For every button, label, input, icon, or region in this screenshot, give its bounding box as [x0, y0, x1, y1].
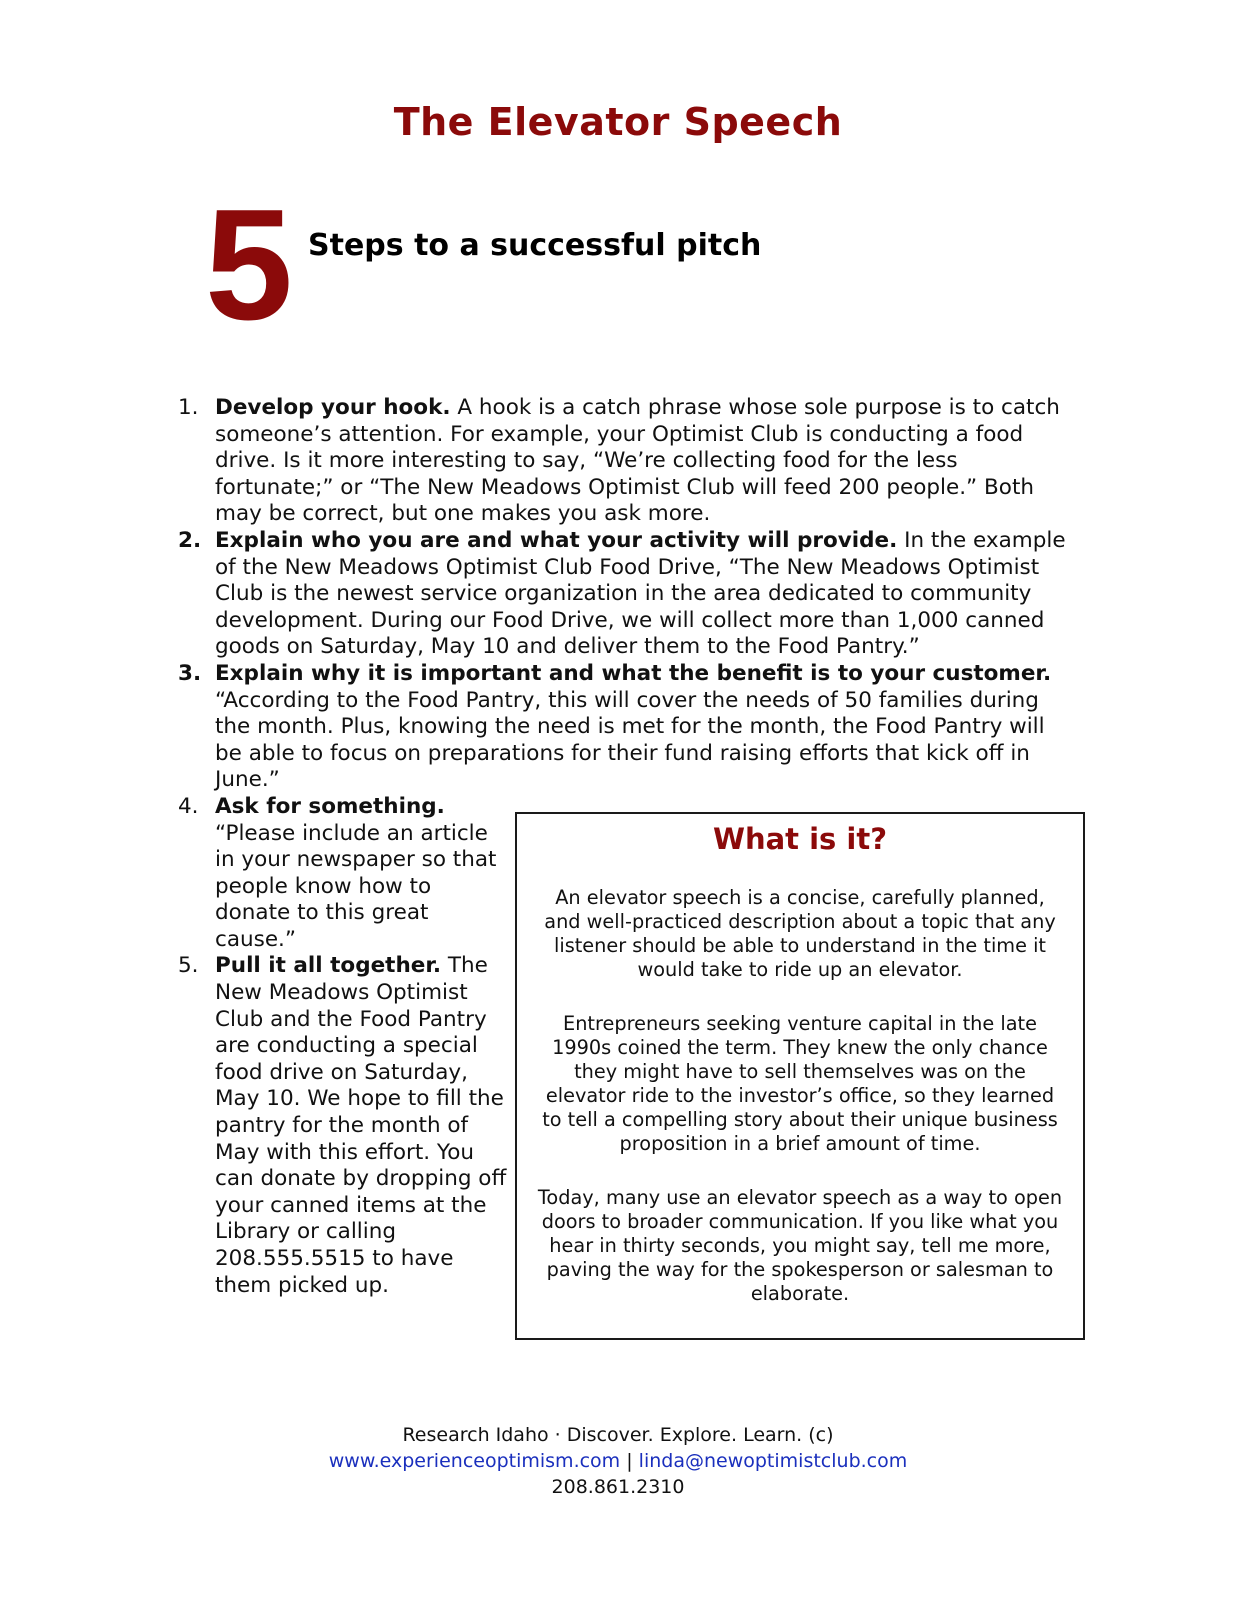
step-number: 5. — [178, 953, 199, 979]
step-2 — [170, 528, 1070, 661]
step-body: “According to the Food Pantry, this will cover the needs of 50 families during the month. Plus, knowing the need is met for the month, the Food Pantry will be able to focus on preparations for their fund raising efforts that kick off in June.” — [215, 687, 1045, 793]
step-lead: Ask for something. — [215, 793, 445, 819]
step-body: In the example of the New Meadows Optimist Club Food Drive, “The New Meadows Optimist Club is the newest service organization in the area dedicated to community development. During our Food Drive, we will collect more than 1,000 canned goods on Saturday, May 10 and deliver them to the Food Pantry.” — [215, 527, 1066, 660]
step-number: 2. — [178, 527, 202, 553]
footer-phone: 208.861.2310 — [551, 1476, 685, 1498]
step-number: 4. — [178, 793, 199, 819]
step-3 — [170, 661, 1070, 794]
sidebox-paragraph: Today, many use an elevator speech as a way to open doors to broader communication. If you like what you hear in thirty seconds, you might say, tell me more, paving the way for the spokesperson or salesman to elaborate. — [537, 1186, 1063, 1305]
email-link[interactable]: linda@newoptimistclub.com — [638, 1450, 908, 1472]
step-number: 3. — [178, 660, 202, 686]
footer-tagline: Research Idaho · Discover. Explore. Learn. (c) — [402, 1424, 834, 1446]
step-body: The New Meadows Optimist Club and the Food Pantry are conducting a special food drive on Saturday, May 10. We hope to fill the pantry for the month of May with this effort. You can donate by dropping off your canned items at the Library or calling 208.555.5515 to have them picked up. — [215, 953, 507, 1298]
website-link[interactable]: www.experienceoptimism.com — [328, 1450, 621, 1472]
footer-links — [0, 1448, 1236, 1474]
footer — [0, 1422, 1236, 1500]
step-lead: Pull it all together. — [215, 953, 442, 979]
subtitle: Steps to a successful pitch — [308, 228, 762, 263]
link-separator: | — [620, 1450, 639, 1472]
what-is-it-box — [515, 812, 1085, 1340]
sidebox-paragraph: An elevator speech is a concise, carefully planned, and well-practiced description about a topic that any listener should be able to understand in the time it would take to ride up an elevator. — [544, 886, 1056, 981]
step-lead: Develop your hook. — [215, 395, 451, 420]
step-lead: Explain who you are and what your activity will provide. — [215, 527, 898, 553]
step-body: A hook is a catch phrase whose sole purpose is to catch someone’s attention. For example, your Optimist Club is conducting a food drive. Is it more interesting to say, “We’re collecting food for the less fortunate;” or “The New Meadows Optimist Club will feed 200 people.” Both may be correct, but one makes you ask more. — [215, 395, 1060, 527]
page-title: The Elevator Speech — [393, 100, 843, 144]
step-1 — [170, 395, 1070, 528]
big-number-five: 5 — [205, 177, 293, 353]
sidebox-heading: What is it? — [712, 822, 888, 856]
step-number: 1. — [178, 395, 199, 420]
step-lead: Explain why it is important and what the benefit is to your customer. — [215, 660, 1052, 686]
sidebox-paragraph: Entrepreneurs seeking venture capital in the late 1990s coined the term. They knew the only chance they might have to sell themselves was on the elevator ride to the investor’s office, so they learned to tell a compelling story about their unique business proposition in a brief amount of time. — [542, 1012, 1058, 1155]
step-body: “Please include an article in your newspaper so that people know how to donate to this great cause.” — [215, 820, 497, 952]
